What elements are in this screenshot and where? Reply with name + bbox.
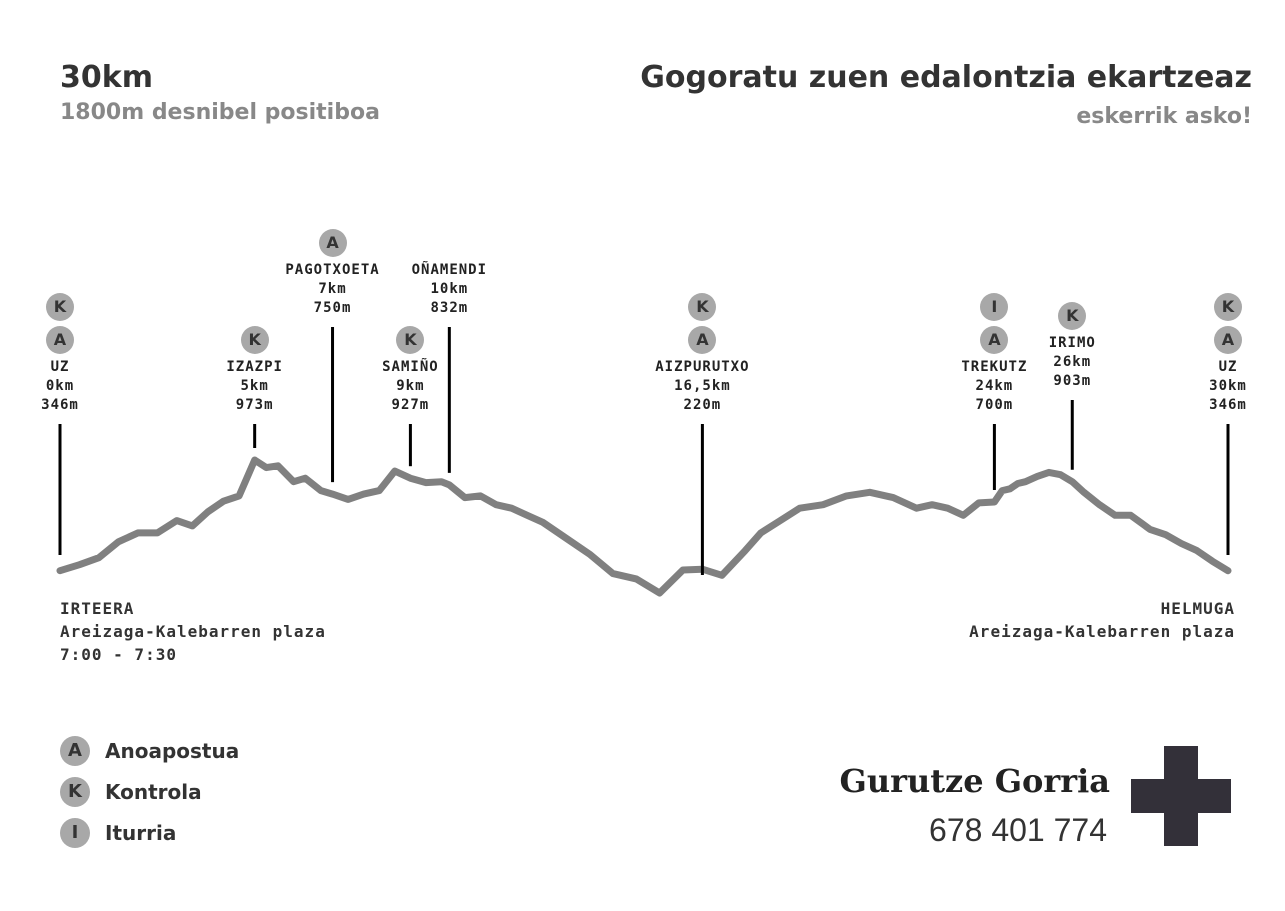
checkpoint-badge-k: K [396,326,424,354]
checkpoint-label [961,358,1027,415]
start-place: Areizaga-Kalebarren plaza [60,622,326,641]
legend-badge-a: A [60,736,90,766]
checkpoint-badge-a: A [980,326,1008,354]
checkpoint-badge-k: K [241,326,269,354]
checkpoint-label [285,261,379,318]
checkpoint-km: 26km [1053,354,1092,370]
checkpoint-km: 16,5km [674,378,731,394]
checkpoint-label [226,358,283,415]
checkpoint-badge-k: K [46,293,74,321]
checkpoint-name: UZ [50,359,70,375]
checkpoint-km: 0km [45,378,75,394]
checkpoint-alt: 346m [1209,397,1247,413]
checkpoint-badge-k: K [1058,302,1086,330]
checkpoint-label [1049,334,1096,391]
checkpoint-name: AIZPURUTXO [655,359,750,375]
checkpoint-badge-i: I [980,293,1008,321]
checkpoint-label [655,358,749,415]
checkpoint-label [41,358,79,415]
checkpoint-km: 9km [396,378,425,394]
legend-badge-k: K [60,777,90,807]
checkpoint-km: 24km [975,378,1014,394]
legend-label: Iturria [105,821,177,845]
finish-title: HELMUGA [1160,599,1235,618]
elevation-gain: 1800m desnibel positiboa [60,100,380,125]
checkpoint-badge-a: A [46,326,74,354]
checkpoint-alt: 220m [683,397,722,413]
checkpoint-label [1209,358,1247,415]
start-time: 7:00 - 7:30 [60,645,177,664]
legend-item-kontrola [60,777,202,807]
legend-badge-i: I [60,818,90,848]
checkpoint-alt: 973m [235,397,274,413]
start-info [60,597,326,666]
red-cross-name: Gurutze Gorria [839,762,1110,800]
checkpoint-alt: 750m [313,300,352,316]
checkpoint-name: TREKUTZ [961,359,1028,375]
checkpoint-name: SAMIÑO [382,359,439,375]
checkpoint-name: IRIMO [1048,335,1096,351]
thanks-text: eskerrik asko! [1076,104,1252,129]
checkpoint-badge-a: A [1214,326,1242,354]
checkpoint-alt: 832m [430,300,469,316]
legend-label: Kontrola [105,780,202,804]
checkpoint-name: UZ [1218,359,1238,375]
checkpoint-alt: 903m [1053,373,1092,389]
legend-item-anoapostua [60,736,239,766]
checkpoint-label [382,358,439,415]
cross-icon-bar [1131,779,1231,813]
checkpoint-km: 5km [240,378,269,394]
checkpoint-badge-k: K [1214,293,1242,321]
checkpoint-km: 7km [318,281,347,297]
legend-item-iturria [60,818,176,848]
checkpoint-badge-k: K [688,293,716,321]
checkpoint-alt: 927m [391,397,430,413]
checkpoint-badge-a: A [688,326,716,354]
checkpoint-km: 30km [1209,378,1247,394]
checkpoint-name: PAGOTXOETA [285,262,380,278]
checkpoint-name: IZAZPI [226,359,283,375]
finish-place: Areizaga-Kalebarren plaza [969,622,1235,641]
checkpoint-name: OÑAMENDI [411,262,488,278]
cup-reminder: Gogoratu zuen edalontzia ekartzeaz [640,60,1252,95]
checkpoint-km: 10km [430,281,469,297]
legend-label: Anoapostua [105,739,240,763]
elevation-profile-line [60,460,1228,593]
checkpoint-alt: 346m [41,397,79,413]
checkpoint-alt: 700m [975,397,1014,413]
finish-info [969,597,1235,643]
race-distance: 30km [60,60,153,95]
checkpoint-label [412,261,487,318]
red-cross-phone: 678 401 774 [929,812,1107,848]
checkpoint-badge-a: A [319,229,347,257]
start-title: IRTEERA [60,599,135,618]
